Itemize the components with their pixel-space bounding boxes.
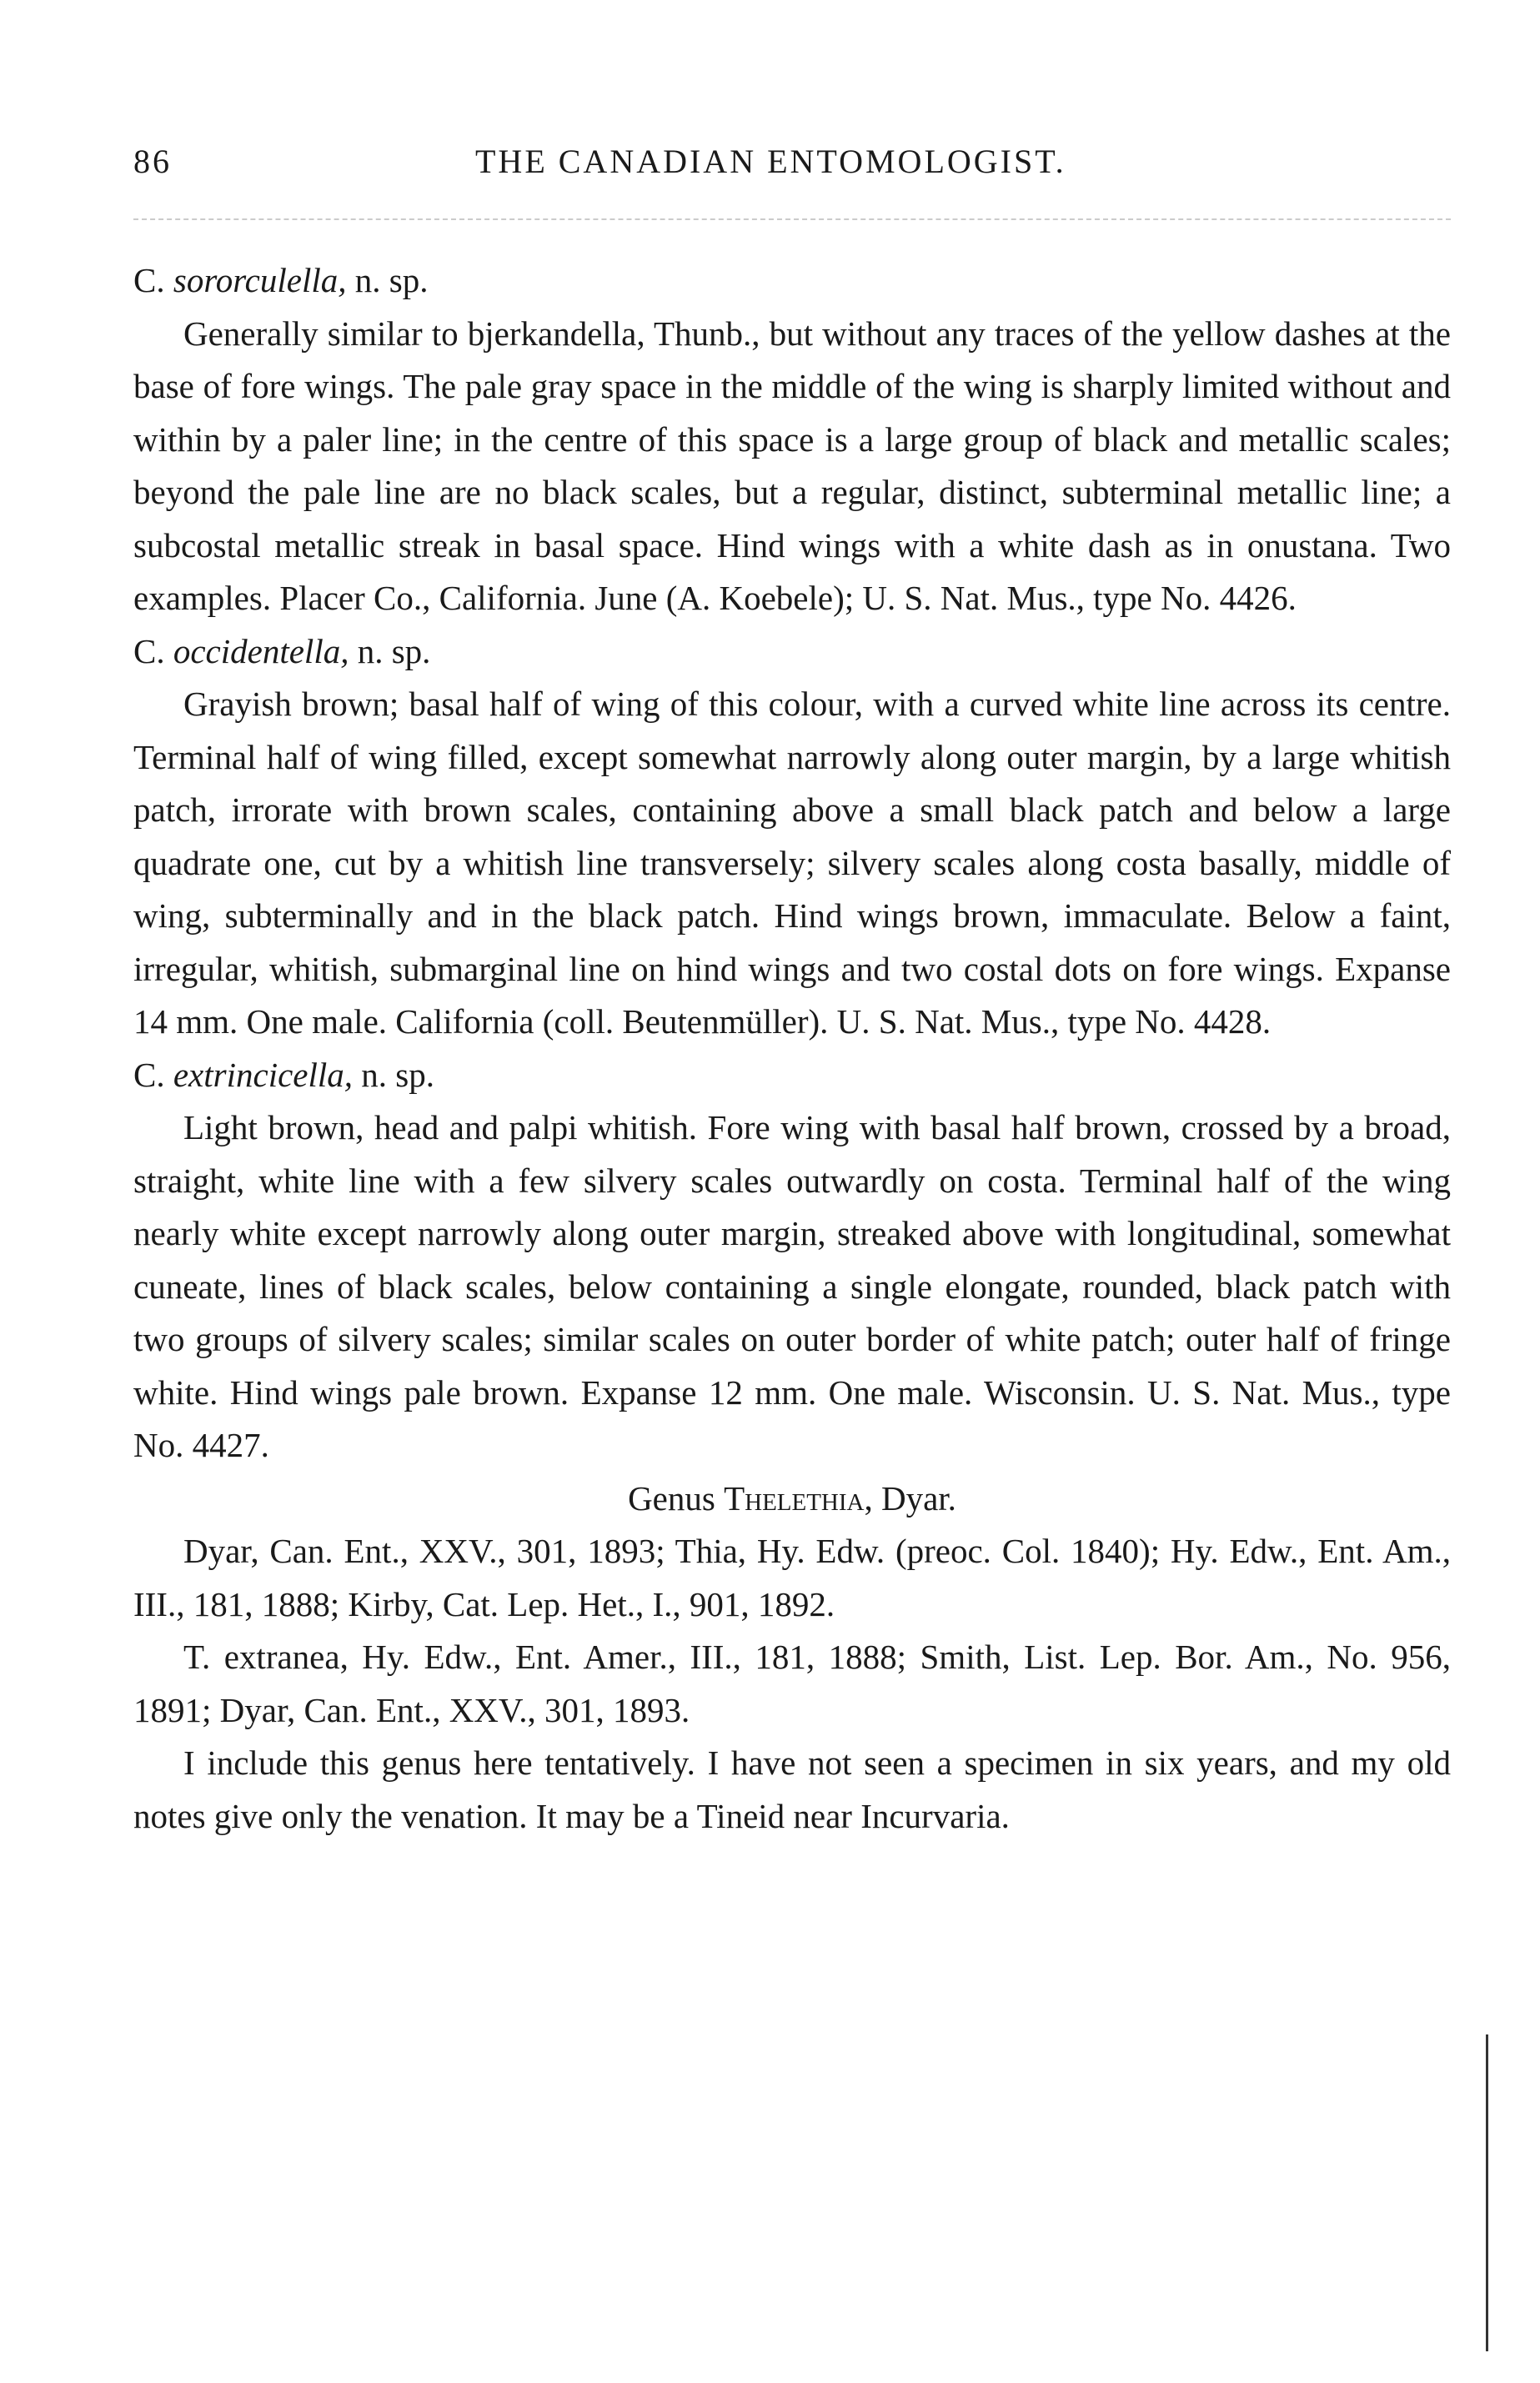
genus-author: , Dyar. — [864, 1478, 956, 1518]
species-name: extrincicella, — [173, 1055, 354, 1094]
header-rule — [133, 218, 1451, 220]
species-tail: n. sp. — [361, 1055, 434, 1094]
species-description: Grayish brown; basal half of wing of this colour, with a curved white line across its centre. Terminal half of wing filled, except somewhat narrowly along outer margin, by a large whitish patch, irrorate with brown scales, containing above a small black patch and below a large quadrate one, cut by a whitish line transversely; silvery scales along costa basally, middle of wing, subterminally and in the black patch. Hind wings brown, immaculate. Below a faint, irregular, whitish, submarginal line on hind wings and two costal dots on fore wings. Expanse 14 mm. One male. California (coll. Beutenmüller). U. S. Nat. Mus., type No. 4428. — [133, 685, 1451, 1041]
margin-mark — [1486, 2034, 1488, 2351]
genus-note: I include this genus here tentatively. I have not seen a specimen in six years, and my old notes give only the venation. It may be a Tineid near Incurvaria. — [133, 1743, 1451, 1835]
genus-heading — [133, 1472, 1451, 1526]
genus-synonymy: Dyar, Can. Ent., XXV., 301, 1893; Thia, Hy. Edw. (preoc. Col. 1840); Hy. Edw., Ent. Am., III., 181, 1888; Kirby, Cat. Lep. Het., I., 901, 1892. — [133, 1532, 1451, 1623]
species-heading-extrincicella — [133, 1049, 1451, 1102]
species-name: occidentella, — [173, 631, 349, 670]
genus-abbrev: C. — [133, 1055, 165, 1094]
species-heading-occidentella — [133, 625, 1451, 679]
running-title: THE CANADIAN ENTOMOLOGIST. — [475, 143, 1066, 180]
genus-abbrev: C. — [133, 631, 165, 670]
species-description: Light brown, head and palpi whitish. Fore wing with basal half brown, crossed by a broad, straight, white line with a few silvery scales outwardly on costa. Terminal half of the wing nearly white except narrowly along outer margin, streaked above with longitudinal, somewhat cuneate, lines of black scales, below containing a single elongate, rounded, black patch with two groups of silvery scales; similar scales on outer border of white patch; outer half of fringe white. Hind wings pale brown. Expanse 12 mm. One male. Wisconsin. U. S. Nat. Mus., type No. 4427. — [133, 1108, 1451, 1464]
genus-prefix: Genus — [628, 1478, 715, 1518]
species-tail: n. sp. — [357, 631, 431, 670]
page-number: 86 — [133, 143, 172, 180]
genus-species-line: T. extranea, Hy. Edw., Ent. Amer., III., 181, 1888; Smith, List. Lep. Bor. Am., No. 956, 1891; Dyar, Can. Ent., XXV., 301, 1893. — [133, 1638, 1451, 1729]
species-tail: n. sp. — [354, 261, 429, 299]
document-page — [117, 125, 1467, 1835]
genus-abbrev: C. — [133, 261, 165, 299]
genus-name: Thelethia — [724, 1478, 865, 1518]
page-header — [117, 125, 1467, 192]
species-heading-sororculella — [133, 254, 1451, 308]
species-name: sororculella, — [173, 261, 347, 299]
page-content — [133, 254, 1451, 1843]
species-description: Generally similar to bjerkandella, Thunb., but without any traces of the yellow dashes at the base of fore wings. The pale gray space in the middle of the wing is sharply limited without and within by a paler line; in the centre of this space is a large group of black and metallic scales; beyond the pale line are no black scales, but a regular, distinct, subterminal metallic line; a subcostal metallic streak in basal space. Hind wings with a white dash as in onustana. Two examples. Placer Co., California. June (A. Koebele); U. S. Nat. Mus., type No. 4426. — [133, 314, 1451, 617]
